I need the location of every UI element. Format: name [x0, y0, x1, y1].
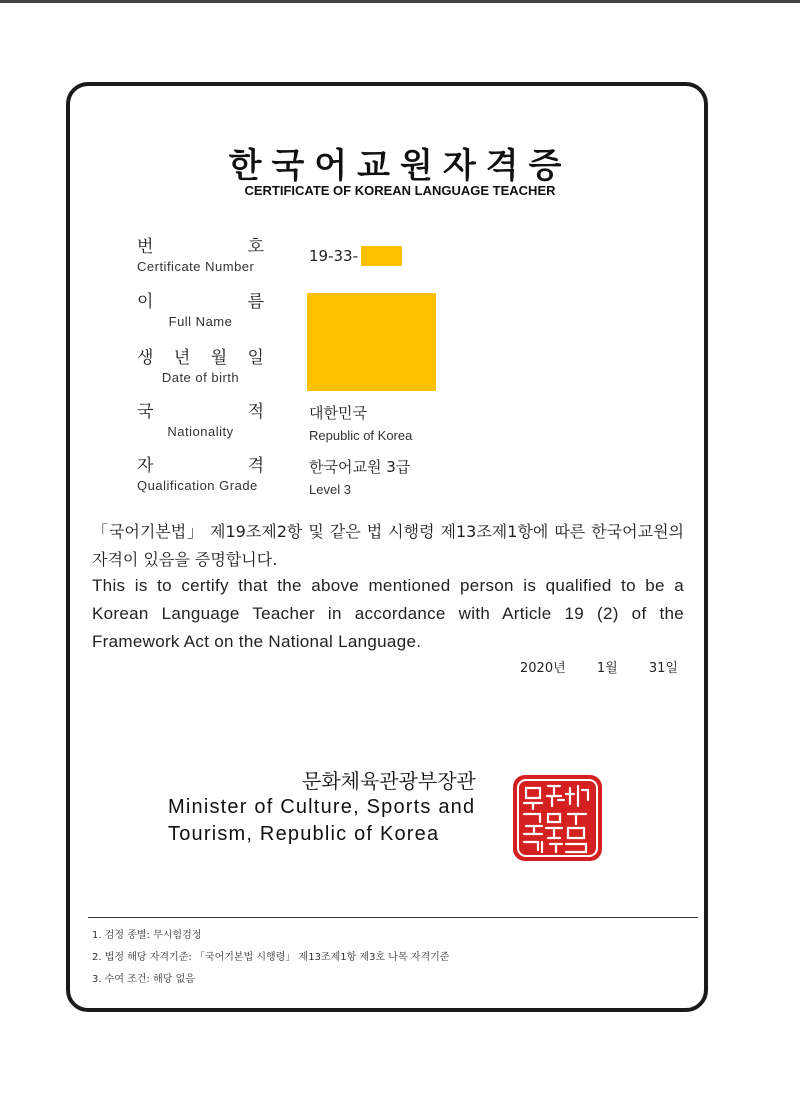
issuer-english-line2: Tourism, Republic of Korea: [168, 823, 440, 845]
issue-month: 1월: [596, 661, 618, 676]
label-nationality: [137, 401, 264, 439]
label-ko-char: 월: [210, 348, 228, 368]
label-en: Date of birth: [161, 370, 240, 385]
qualification-grade-english: Level 3: [309, 482, 351, 497]
nationality-value-korean: 대한민국: [309, 404, 367, 422]
label-ko-left: 자: [137, 456, 154, 476]
label-en: Full Name: [168, 314, 233, 329]
nationality-value-english: Republic of Korea: [309, 428, 413, 443]
label-ko-right: 적: [247, 402, 264, 422]
label-date-of-birth: [137, 347, 264, 385]
redaction-name-and-dob: [307, 293, 436, 391]
label-ko-right: 격: [247, 456, 264, 476]
label-en: Certificate Number: [137, 259, 255, 274]
qualification-grade-value: [309, 456, 410, 497]
notes-divider: [88, 917, 698, 918]
label-ko-left: 번: [137, 237, 154, 257]
certificate-title-english: CERTIFICATE OF KOREAN LANGUAGE TEACHER: [244, 183, 556, 198]
label-ko-char: 일: [247, 348, 264, 368]
official-seal-icon: [510, 772, 605, 864]
label-en: Qualification Grade: [137, 478, 258, 493]
certificate-number-prefix: 19-33-: [309, 247, 358, 265]
scan-top-edge: [0, 0, 800, 3]
note-item: 2. 법정 해당 자격기준: 「국어기본법 시행령」 제13조제1항 제3호 나목 자격기준: [92, 952, 450, 963]
statement-english: This is to certify that the above mentioned person is qualified to be a Korean Language Teacher in accordance with Article 19 (2) of the Framework Act on the National Language.: [92, 576, 684, 651]
label-ko-right: 름: [247, 292, 264, 312]
note-item: 1. 검정 종별: 무시험검정: [92, 930, 202, 941]
label-ko-char: 년: [173, 348, 191, 368]
note-item: 3. 수여 조건: 해당 없음: [92, 974, 195, 985]
notes-list: [92, 925, 449, 991]
label-qualification-grade: [137, 455, 264, 493]
issue-year: 2020년: [520, 661, 566, 676]
issuer-english: [168, 794, 500, 848]
label-ko-char: 생: [137, 348, 154, 368]
issuer-korean: 문화체육관광부장관: [302, 769, 476, 793]
issuer-english-line1: Minister of Culture, Sports and: [168, 796, 476, 818]
label-certificate-number: [137, 236, 264, 274]
label-en: Nationality: [167, 424, 234, 439]
statement-korean: 「국어기본법」 제19조제2항 및 같은 법 시행령 제13조제1항에 따른 한국어교원의 자격이 있음을 증명합니다.: [92, 522, 684, 569]
issue-date: [520, 657, 678, 676]
certificate-number-value: [309, 247, 358, 265]
label-ko-right: 호: [247, 237, 264, 257]
qualification-grade-korean: 한국어교원 3급: [309, 458, 411, 476]
redaction-certificate-number: [361, 246, 402, 266]
label-ko-left: 국: [137, 402, 154, 422]
label-full-name: [137, 291, 264, 329]
label-ko-left: 이: [137, 292, 154, 312]
nationality-value: [309, 402, 412, 443]
issue-day: 31일: [648, 661, 678, 676]
certificate-title-korean: 한국어교원자격증: [228, 146, 572, 186]
